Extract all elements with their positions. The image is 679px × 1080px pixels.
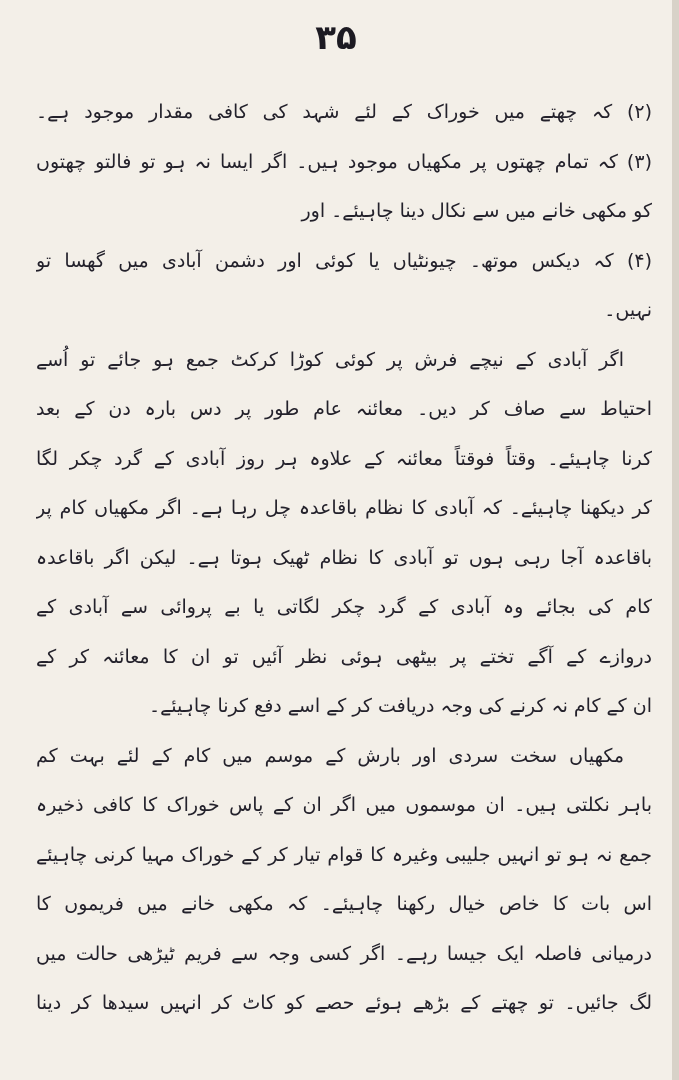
text-line: جمع نہ ہو تو انہیں جلیبی وغیرہ کا قوام تیار کر کے خوراک مہیا کرنی چاہیئے <box>36 843 652 866</box>
text-line: کر دیکھنا چاہیئے۔ کہ آبادی کا نظام باقاعدہ چل رہا ہے۔ اگر مکھیاں کام پر <box>36 497 652 519</box>
text-line: ان کے کام نہ کرنے کی وجہ دریافت کر کے اسے دفع کرنا چاہیئے۔ <box>149 695 652 717</box>
text-line: کام کی بجائے وہ آبادی کے گرد چکر لگاتی یا بے پروائی سے آبادی کے <box>36 596 652 618</box>
text-line: (۴) کہ دیکس موتھ۔ چیونٹیاں یا کوئی اور دشمن آبادی میں گھسا تو <box>36 249 652 272</box>
text-line: مکھیاں سخت سردی اور بارش کے موسم میں کام کے لئے بہت کم <box>36 744 624 767</box>
text-line: باہر نکلتی ہیں۔ ان موسموں میں اگر ان کے پاس خوراک کا کافی ذخیرہ <box>36 794 652 816</box>
page-text <box>36 88 652 1029</box>
page-number: ۳۵ <box>315 18 357 58</box>
text-line: اس بات کا خاص خیال رکھنا چاہیئے۔ کہ مکھی خانے میں فریموں کا <box>36 893 652 915</box>
text-line: احتیاط سے صاف کر دیں۔ معائنہ عام طور پر دس بارہ دن کے بعد <box>36 398 652 420</box>
text-line: (۳) کہ تمام چھتوں پر مکھیاں موجود ہیں۔ اگر ایسا نہ ہو تو فالتو چھتوں <box>36 150 652 173</box>
text-line: کو مکھی خانے میں سے نکال دینا چاہیئے۔ اور <box>301 200 652 222</box>
text-line: کرنا چاہیئے۔ وقتاً فوقتاً معائنہ کے علاوہ ہر روز آبادی کے گرد چکر لگا <box>36 447 652 470</box>
text-line: درمیانی فاصلہ ایک جیسا رہے۔ اگر کسی وجہ سے فریم ٹیڑھی حالت میں <box>36 942 652 965</box>
text-line: باقاعدہ آجا رہی ہوں تو آبادی کا نظام ٹھیک ہوتا ہے۔ لیکن اگر باقاعدہ <box>36 546 652 569</box>
text-line: نہیں۔ <box>604 299 652 321</box>
text-line: اگر آبادی کے نیچے فرش پر کوئی کوڑا کرکٹ جمع ہو جائے تو اُسے <box>36 348 624 371</box>
text-line: دروازے کے آگے تختے پر بیٹھی ہوئی نظر آئیں تو ان کا معائنہ کر کے <box>36 645 652 668</box>
text-line: (۲) کہ چھتے میں خوراک کے لئے شہد کی کافی مقدار موجود ہے۔ <box>36 101 652 123</box>
text-line: لگ جائیں۔ تو چھتے کے بڑھے ہوئے حصے کو کاٹ کر انہیں سیدھا کر دینا <box>36 992 652 1014</box>
